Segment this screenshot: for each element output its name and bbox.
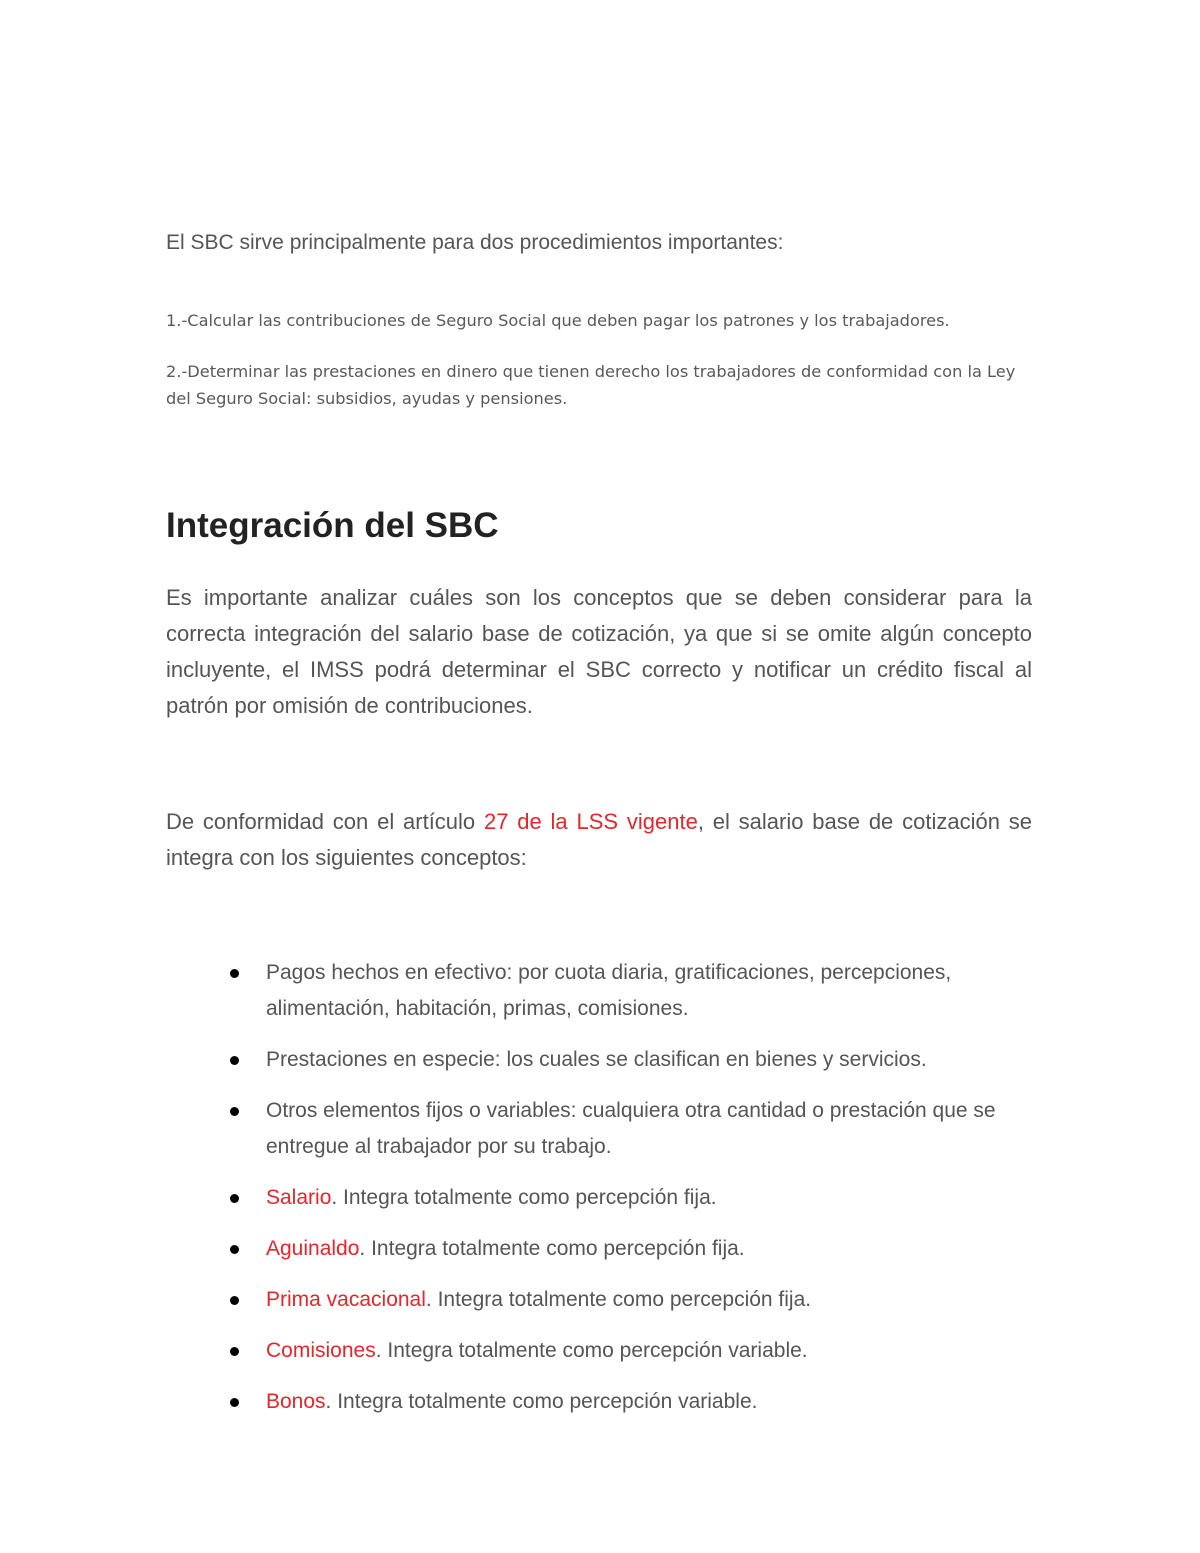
list-item-text: . Integra totalmente como percepción variable. <box>325 1390 758 1413</box>
list-item-text: . Integra totalmente como percepción fija. <box>359 1237 745 1260</box>
term-link-salario[interactable]: Salario <box>266 1186 332 1209</box>
bullet-icon <box>230 1347 239 1356</box>
section-heading: Integración del SBC <box>166 506 499 545</box>
list-item <box>230 1333 1020 1369</box>
list-item-text: . Integra totalmente como percepción fija. <box>425 1288 812 1311</box>
term-link-aguinaldo[interactable]: Aguinaldo <box>266 1237 360 1260</box>
bullet-icon <box>230 1056 239 1065</box>
list-item-text: Pagos hechos en efectivo: por cuota diaria, gratificaciones, percepciones, alimentación, habitación, primas, comisiones. <box>266 961 952 1020</box>
lss-article-link[interactable]: 27 de la LSS vigente <box>483 809 698 834</box>
list-item <box>230 1093 1020 1165</box>
intro-sentence: El SBC sirve principalmente para dos procedimientos importantes: <box>166 231 784 254</box>
list-item-text: . Integra totalmente como percepción fija. <box>331 1186 717 1209</box>
paragraph-integration: Es importante analizar cuáles son los conceptos que se deben considerar para la correcta integración del salario base de cotización, ya que si se omite algún concepto incluyente, el IMSS podrá determinar el SBC correcto y notificar un crédito fiscal al patrón por omisión de contribuciones. <box>166 585 1032 718</box>
term-link-bonos[interactable]: Bonos <box>266 1390 326 1413</box>
list-item <box>230 1384 1020 1420</box>
list-item <box>230 1282 1020 1318</box>
list-item-text: Otros elementos fijos o variables: cualquiera otra cantidad o prestación que se entregue al trabajador por su trabajo. <box>266 1099 996 1158</box>
step-2-text: 2.-Determinar las prestaciones en dinero que tienen derecho los trabajadores de conformidad con la Ley del Seguro Social: subsidios, ayudas y pensiones. <box>166 362 1016 408</box>
paragraph-text-before: De conformidad con el artículo <box>166 809 484 834</box>
list-item-text: . Integra totalmente como percepción variable. <box>375 1339 808 1362</box>
paragraph-text-after: , el salario base de cotización se integra con los siguientes conceptos: <box>166 809 1032 870</box>
bullet-icon <box>230 1107 239 1116</box>
bullet-icon <box>230 969 239 978</box>
paragraph-article-27 <box>166 804 1032 876</box>
list-item-text: Prestaciones en especie: los cuales se clasifican en bienes y servicios. <box>266 1048 927 1071</box>
term-link-comisiones[interactable]: Comisiones <box>266 1339 376 1362</box>
bullet-icon <box>230 1398 239 1407</box>
bullet-icon <box>230 1296 239 1305</box>
step-1-text: 1.-Calcular las contribuciones de Seguro Social que deben pagar los patrones y los trabajadores. <box>166 311 950 330</box>
bullet-icon <box>230 1194 239 1203</box>
term-link-prima-vacacional[interactable]: Prima vacacional <box>266 1288 426 1311</box>
list-item <box>230 1042 1020 1078</box>
list-item <box>230 1231 1020 1267</box>
bullet-icon <box>230 1245 239 1254</box>
concepts-list <box>230 955 1020 1435</box>
list-item <box>230 955 1020 1027</box>
list-item <box>230 1180 1020 1216</box>
